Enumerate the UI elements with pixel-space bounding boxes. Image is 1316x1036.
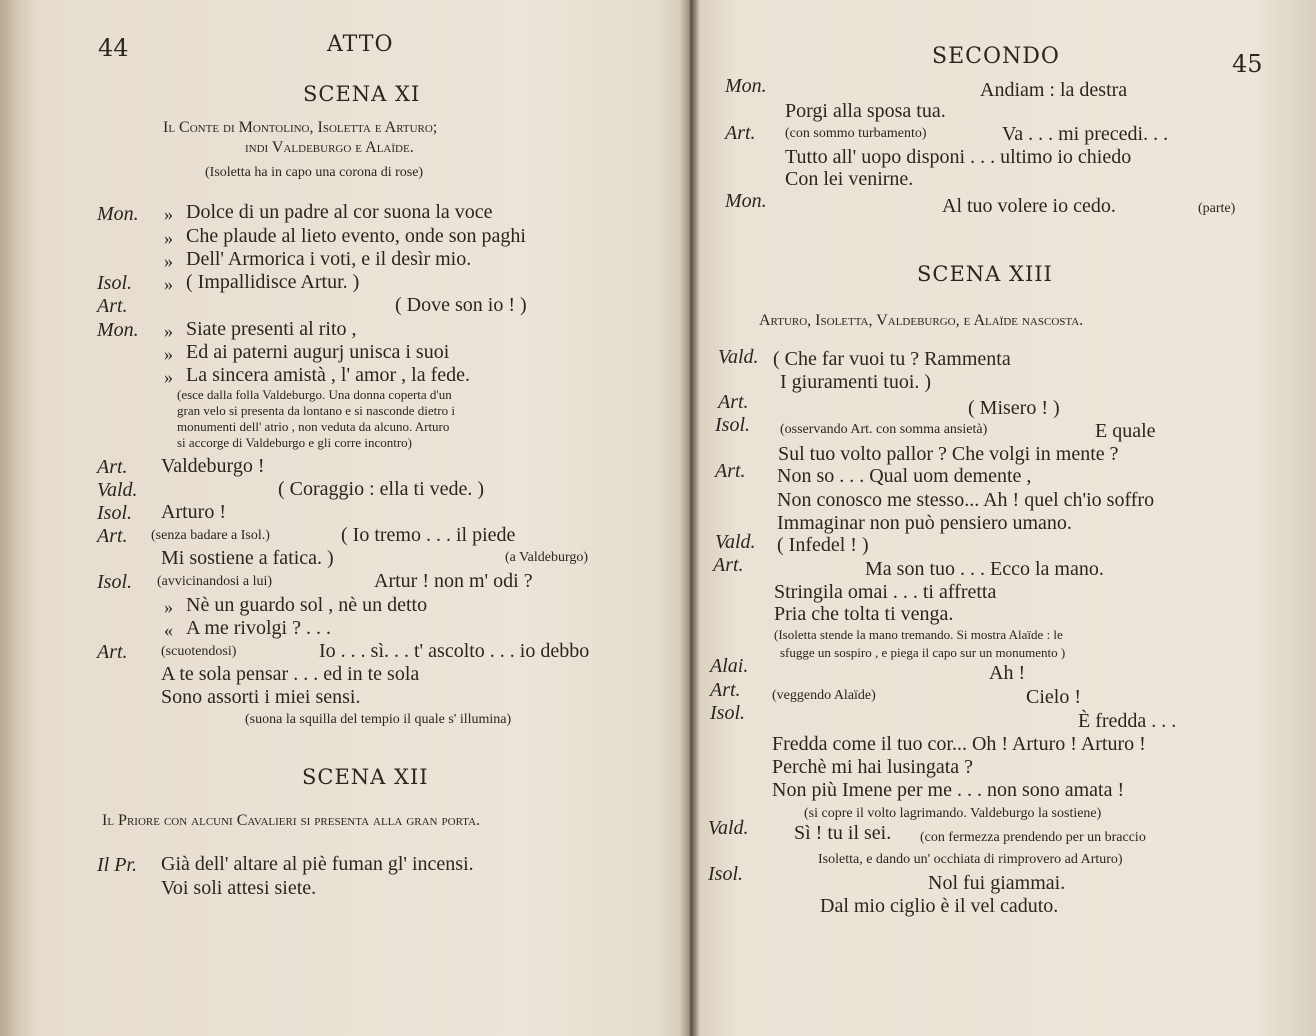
verse-line: Già dell' altare al piè fuman gl' incensi. bbox=[161, 853, 474, 875]
character-list: indi Valdeburgo e Alaïde. bbox=[245, 139, 414, 156]
speaker: Isol. bbox=[715, 414, 750, 436]
verse-line: Che plaude al lieto evento, onde son paghi bbox=[186, 225, 526, 247]
character-list: Il Conte di Montolino, Isoletta e Arturo; bbox=[163, 119, 438, 136]
quote-mark: » bbox=[164, 251, 173, 271]
quote-mark: » bbox=[164, 367, 173, 387]
verse-line: Voi soli attesi siete. bbox=[161, 877, 317, 899]
speaker: Isol. bbox=[97, 502, 132, 524]
stage-direction: (Isoletta stende la mano tremando. Si mostra Alaïde : le bbox=[774, 627, 1063, 642]
verse-line: Nè un guardo sol , nè un detto bbox=[186, 594, 428, 616]
speaker: Alai. bbox=[710, 655, 749, 677]
stage-direction: si accorge di Valdeburgo e gli corre incontro) bbox=[177, 435, 413, 450]
speaker: Art. bbox=[97, 456, 128, 478]
verse-line: Fredda come il tuo cor... Oh ! Arturo ! Arturo ! bbox=[772, 733, 1146, 755]
scene-title: SCENA XIII bbox=[917, 262, 1053, 286]
verse-line: Valdeburgo ! bbox=[161, 455, 265, 477]
character-list: Arturo, Isoletta, Valdeburgo, e Alaïde nascosta. bbox=[759, 312, 1084, 329]
verse-line: Sul tuo volto pallor ? Che volgi in mente ? bbox=[778, 443, 1119, 465]
speaker: Isol. bbox=[97, 571, 132, 593]
speaker: Art. bbox=[718, 391, 749, 413]
speaker: Isol. bbox=[708, 863, 743, 885]
verse-line: Io . . . sì. . . t' ascolto . . . io debbo bbox=[319, 640, 590, 662]
verse-line: ( Dove son io ! ) bbox=[395, 294, 527, 316]
verse-line: Artur ! non m' odi ? bbox=[374, 570, 533, 592]
character-list: Il Priore con alcuni Cavalieri si presenta alla gran porta. bbox=[102, 812, 481, 829]
verse-line: È fredda . . . bbox=[1078, 710, 1177, 732]
book-gutter bbox=[680, 0, 700, 1036]
stage-direction: (con sommo turbamento) bbox=[785, 126, 927, 141]
scene-title: SCENA XII bbox=[302, 765, 429, 789]
stage-direction: (osservando Art. con somma ansietà) bbox=[780, 422, 988, 437]
page-edge bbox=[0, 0, 34, 1036]
verse-line: La sincera amistà , l' amor , la fede. bbox=[186, 364, 471, 386]
stage-direction: (scuotendosi) bbox=[161, 644, 237, 659]
verse-line: Porgi alla sposa tua. bbox=[785, 100, 946, 122]
quote-mark: » bbox=[164, 321, 173, 341]
verse-line: I giuramenti tuoi. ) bbox=[780, 371, 932, 393]
verse-line: Va . . . mi precedi. . . bbox=[1002, 123, 1169, 145]
speaker: Art. bbox=[725, 122, 756, 144]
verse-line: Non conosco me stesso... Ah ! quel ch'io soffro bbox=[777, 489, 1155, 511]
stage-direction: (con fermezza prendendo per un braccio bbox=[920, 830, 1146, 845]
right-page bbox=[700, 0, 1300, 1036]
speaker: Vald. bbox=[708, 817, 749, 839]
stage-direction: (veggendo Alaïde) bbox=[772, 688, 876, 703]
running-header: SECONDO bbox=[932, 44, 1060, 69]
speaker: Art. bbox=[715, 460, 746, 482]
page-number: 45 bbox=[1232, 50, 1263, 78]
stage-direction: (parte) bbox=[1198, 201, 1236, 216]
speaker: Mon. bbox=[725, 190, 767, 212]
stage-direction: (avvicinandosi a lui) bbox=[157, 574, 273, 589]
verse-line: ( Impallidisce Artur. ) bbox=[186, 271, 360, 293]
stage-direction: (senza badare a Isol.) bbox=[151, 528, 270, 543]
verse-line: Immaginar non può pensiero umano. bbox=[777, 512, 1072, 534]
speaker: Il Pr. bbox=[97, 854, 137, 876]
speaker: Isol. bbox=[710, 702, 745, 724]
verse-line: Nol fui giammai. bbox=[928, 872, 1066, 894]
speaker: Art. bbox=[97, 525, 128, 547]
verse-line: Mi sostiene a fatica. ) bbox=[161, 547, 334, 569]
stage-direction: (Isoletta ha in capo una corona di rose) bbox=[205, 165, 424, 180]
scene-title: SCENA XI bbox=[303, 82, 421, 106]
verse-line: ( Io tremo . . . il piede bbox=[341, 524, 516, 546]
verse-line: A me rivolgi ? . . . bbox=[186, 617, 331, 639]
stage-direction: (a Valdeburgo) bbox=[505, 550, 589, 565]
verse-line: Dal mio ciglio è il vel caduto. bbox=[820, 895, 1059, 917]
stage-direction: sfugge un sospiro , e piega il capo sur un monumento ) bbox=[780, 645, 1066, 660]
quote-mark: » bbox=[164, 597, 173, 617]
quote-mark: » bbox=[164, 274, 173, 294]
speaker: Isol. bbox=[97, 272, 132, 294]
verse-line: Andiam : la destra bbox=[980, 79, 1128, 101]
verse-line: Sì ! tu il sei. bbox=[794, 822, 892, 844]
stage-direction: Isoletta, e dando un' occhiata di rimprovero ad Arturo) bbox=[818, 852, 1123, 867]
verse-line: Non so . . . Qual uom demente , bbox=[777, 465, 1032, 487]
verse-line: Dolce di un padre al cor suona la voce bbox=[186, 201, 493, 223]
verse-line: E quale bbox=[1095, 420, 1156, 442]
speaker: Vald. bbox=[715, 531, 756, 553]
verse-line: A te sola pensar . . . ed in te sola bbox=[161, 663, 420, 685]
verse-line: Arturo ! bbox=[161, 501, 226, 523]
quote-mark: » bbox=[164, 344, 173, 364]
quote-mark: « bbox=[164, 620, 173, 640]
speaker: Mon. bbox=[97, 319, 139, 341]
speaker: Art. bbox=[97, 641, 128, 663]
verse-line: Ed ai paterni augurj unisca i suoi bbox=[186, 341, 450, 363]
verse-line: ( Che far vuoi tu ? Rammenta bbox=[773, 348, 1011, 370]
verse-line: Pria che tolta ti venga. bbox=[774, 603, 954, 625]
verse-line: Ah ! bbox=[989, 662, 1026, 684]
stage-direction: gran velo si presenta da lontano e si nasconde dietro i bbox=[177, 403, 455, 418]
speaker: Art. bbox=[710, 679, 741, 701]
stage-direction: (si copre il volto lagrimando. Valdeburgo la sostiene) bbox=[804, 806, 1102, 821]
verse-line: Dell' Armorica i voti, e il desìr mio. bbox=[186, 248, 472, 270]
speaker: Art. bbox=[97, 295, 128, 317]
verse-line: Cielo ! bbox=[1026, 686, 1081, 708]
left-page bbox=[40, 0, 680, 1036]
speaker: Vald. bbox=[97, 479, 138, 501]
speaker: Art. bbox=[713, 554, 744, 576]
stage-direction: monumenti dell' atrio , non veduta da alcuno. Arturo bbox=[177, 419, 450, 434]
verse-line: Stringila omai . . . ti affretta bbox=[774, 581, 997, 603]
verse-line: Siate presenti al rito , bbox=[186, 318, 357, 340]
stage-direction: (suona la squilla del tempio il quale s' illumina) bbox=[245, 712, 512, 727]
quote-mark: » bbox=[164, 204, 173, 224]
quote-mark: » bbox=[164, 228, 173, 248]
verse-line: Tutto all' uopo disponi . . . ultimo io chiedo bbox=[785, 146, 1132, 168]
verse-line: ( Coraggio : ella ti vede. ) bbox=[278, 478, 485, 500]
verse-line: ( Misero ! ) bbox=[968, 397, 1060, 419]
verse-line: Ma son tuo . . . Ecco la mano. bbox=[865, 558, 1104, 580]
stage-direction: (esce dalla folla Valdeburgo. Una donna coperta d'un bbox=[177, 387, 452, 402]
running-header: ATTO bbox=[327, 32, 394, 57]
verse-line: ( Infedel ! ) bbox=[777, 534, 869, 556]
verse-line: Sono assorti i miei sensi. bbox=[161, 686, 361, 708]
speaker: Mon. bbox=[97, 203, 139, 225]
verse-line: Con lei venirne. bbox=[785, 168, 914, 190]
verse-line: Al tuo volere io cedo. bbox=[942, 195, 1116, 217]
verse-line: Perchè mi hai lusingata ? bbox=[772, 756, 974, 778]
speaker: Vald. bbox=[718, 346, 759, 368]
page-number: 44 bbox=[98, 34, 129, 62]
speaker: Mon. bbox=[725, 75, 767, 97]
verse-line: Non più Imene per me . . . non sono amata ! bbox=[772, 779, 1125, 801]
